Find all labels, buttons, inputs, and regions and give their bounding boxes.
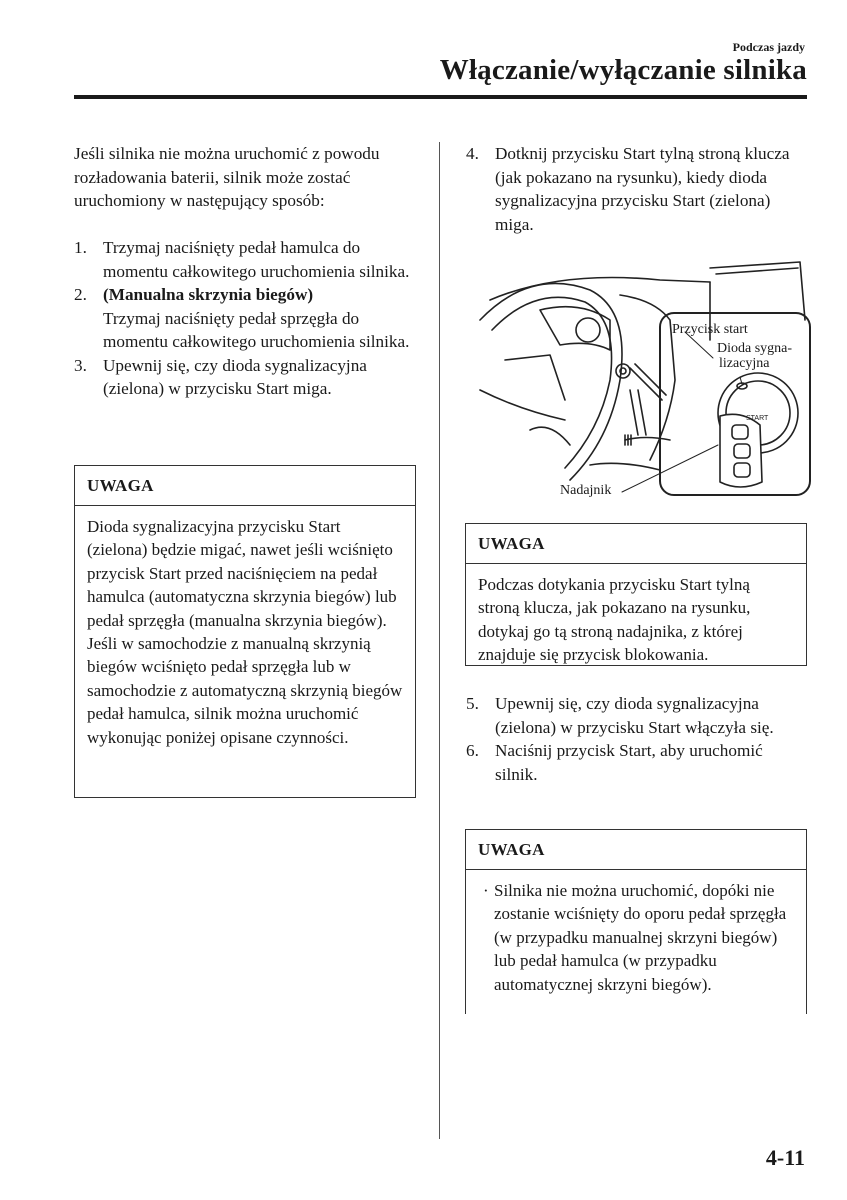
note-body: Dioda sygnalizacyjna przycisku Start (zielona) będzie migać, nawet jeśli wciśnięto przycisk Start przed naciśnięciem na pedał hamulca (automatyczna skrzynia biegów) lub pedał sprzęgła (manualna skrzynia biegów). Jeśli w samochodzie z manualną skrzynią biegów wciśnięto pedał sprzęgła lub w samochodzie z automatyczną skrzynią biegów pedał hamulca, silnik można uruchomić wykonując poniżej opisane czynności.	[87, 517, 403, 747]
step-text: Trzymaj naciśnięty pedał sprzęgła do momentu całkowitego uruchomienia silnika.	[103, 308, 410, 351]
step-number: 6.	[466, 741, 479, 760]
illustration-svg	[470, 260, 815, 510]
note-bullet-text: Silnika nie można uruchomić, dopóki nie zostanie wciśnięty do oporu pedał sprzęgła (w przypadku manualnej skrzyni biegów) lub pedał hamulca (w przypadku automatycznej skrzyni biegów).	[494, 881, 787, 994]
step-item	[466, 692, 806, 739]
steps-list-left	[74, 236, 424, 401]
bullet-mark: ·	[483, 881, 489, 900]
label-indicator-line1: Dioda sygna-	[717, 341, 793, 356]
note-box-right-2	[465, 829, 807, 1014]
step-item	[466, 142, 796, 236]
step-item	[74, 354, 424, 401]
step-text: Trzymaj naciśnięty pedał hamulca do momentu całkowitego uruchomienia silnika.	[103, 238, 410, 281]
page-number: 4-11	[765, 1145, 805, 1170]
step-item	[74, 236, 424, 283]
note-box-right-1	[465, 523, 807, 666]
step-heading: (Manualna skrzynia biegów)	[103, 285, 314, 304]
step-text: Dotknij przycisku Start tylną stroną klucza (jak pokazano na rysunku), kiedy dioda sygnalizacyjna przycisku Start (zielona) miga.	[495, 144, 790, 234]
label-start-button: Przycisk start	[672, 322, 748, 337]
steps-list-right-bottom	[466, 692, 806, 786]
note-body: Podczas dotykania przycisku Start tylną stroną klucza, jak pokazano na rysunku, dotykaj go tą stroną nadajnika, z której znajduje się przycisk blokowania.	[478, 575, 751, 665]
step-number: 3.	[74, 355, 87, 375]
step-text: Naciśnij przycisk Start, aby uruchomić silnik.	[495, 741, 763, 784]
section-label: Podczas jazdy	[732, 40, 805, 54]
step-number: 5.	[466, 694, 479, 713]
step-text: Upewnij się, czy dioda sygnalizacyjna (zielona) w przycisku Start włączyła się.	[495, 694, 774, 737]
note-heading: UWAGA	[466, 524, 806, 564]
label-transmitter: Nadajnik	[560, 483, 612, 498]
title-rule	[74, 95, 807, 99]
step-number: 2.	[74, 285, 87, 304]
column-divider	[439, 142, 440, 1139]
intro-paragraph: Jeśli silnika nie można uruchomić z powodu rozładowania baterii, silnik może zostać uruchomiony w następujący sposób:	[74, 144, 380, 210]
note-body	[466, 870, 806, 1004]
step-item	[74, 283, 424, 354]
start-button-text: START	[746, 415, 769, 422]
note-heading: UWAGA	[466, 830, 806, 870]
step-text: Upewnij się, czy dioda sygnalizacyjna (zielona) w przycisku Start miga.	[103, 355, 367, 398]
step-number: 4.	[466, 144, 479, 163]
page-title: Włączanie/wyłączanie silnika	[439, 54, 807, 86]
label-indicator-line2: lizacyjna	[719, 356, 770, 371]
step-item	[466, 739, 806, 786]
note-heading: UWAGA	[75, 466, 415, 506]
steps-list-right-top	[466, 142, 796, 236]
step-number: 1.	[74, 238, 87, 257]
start-button-illustration	[470, 260, 815, 510]
note-box-left	[74, 465, 416, 798]
